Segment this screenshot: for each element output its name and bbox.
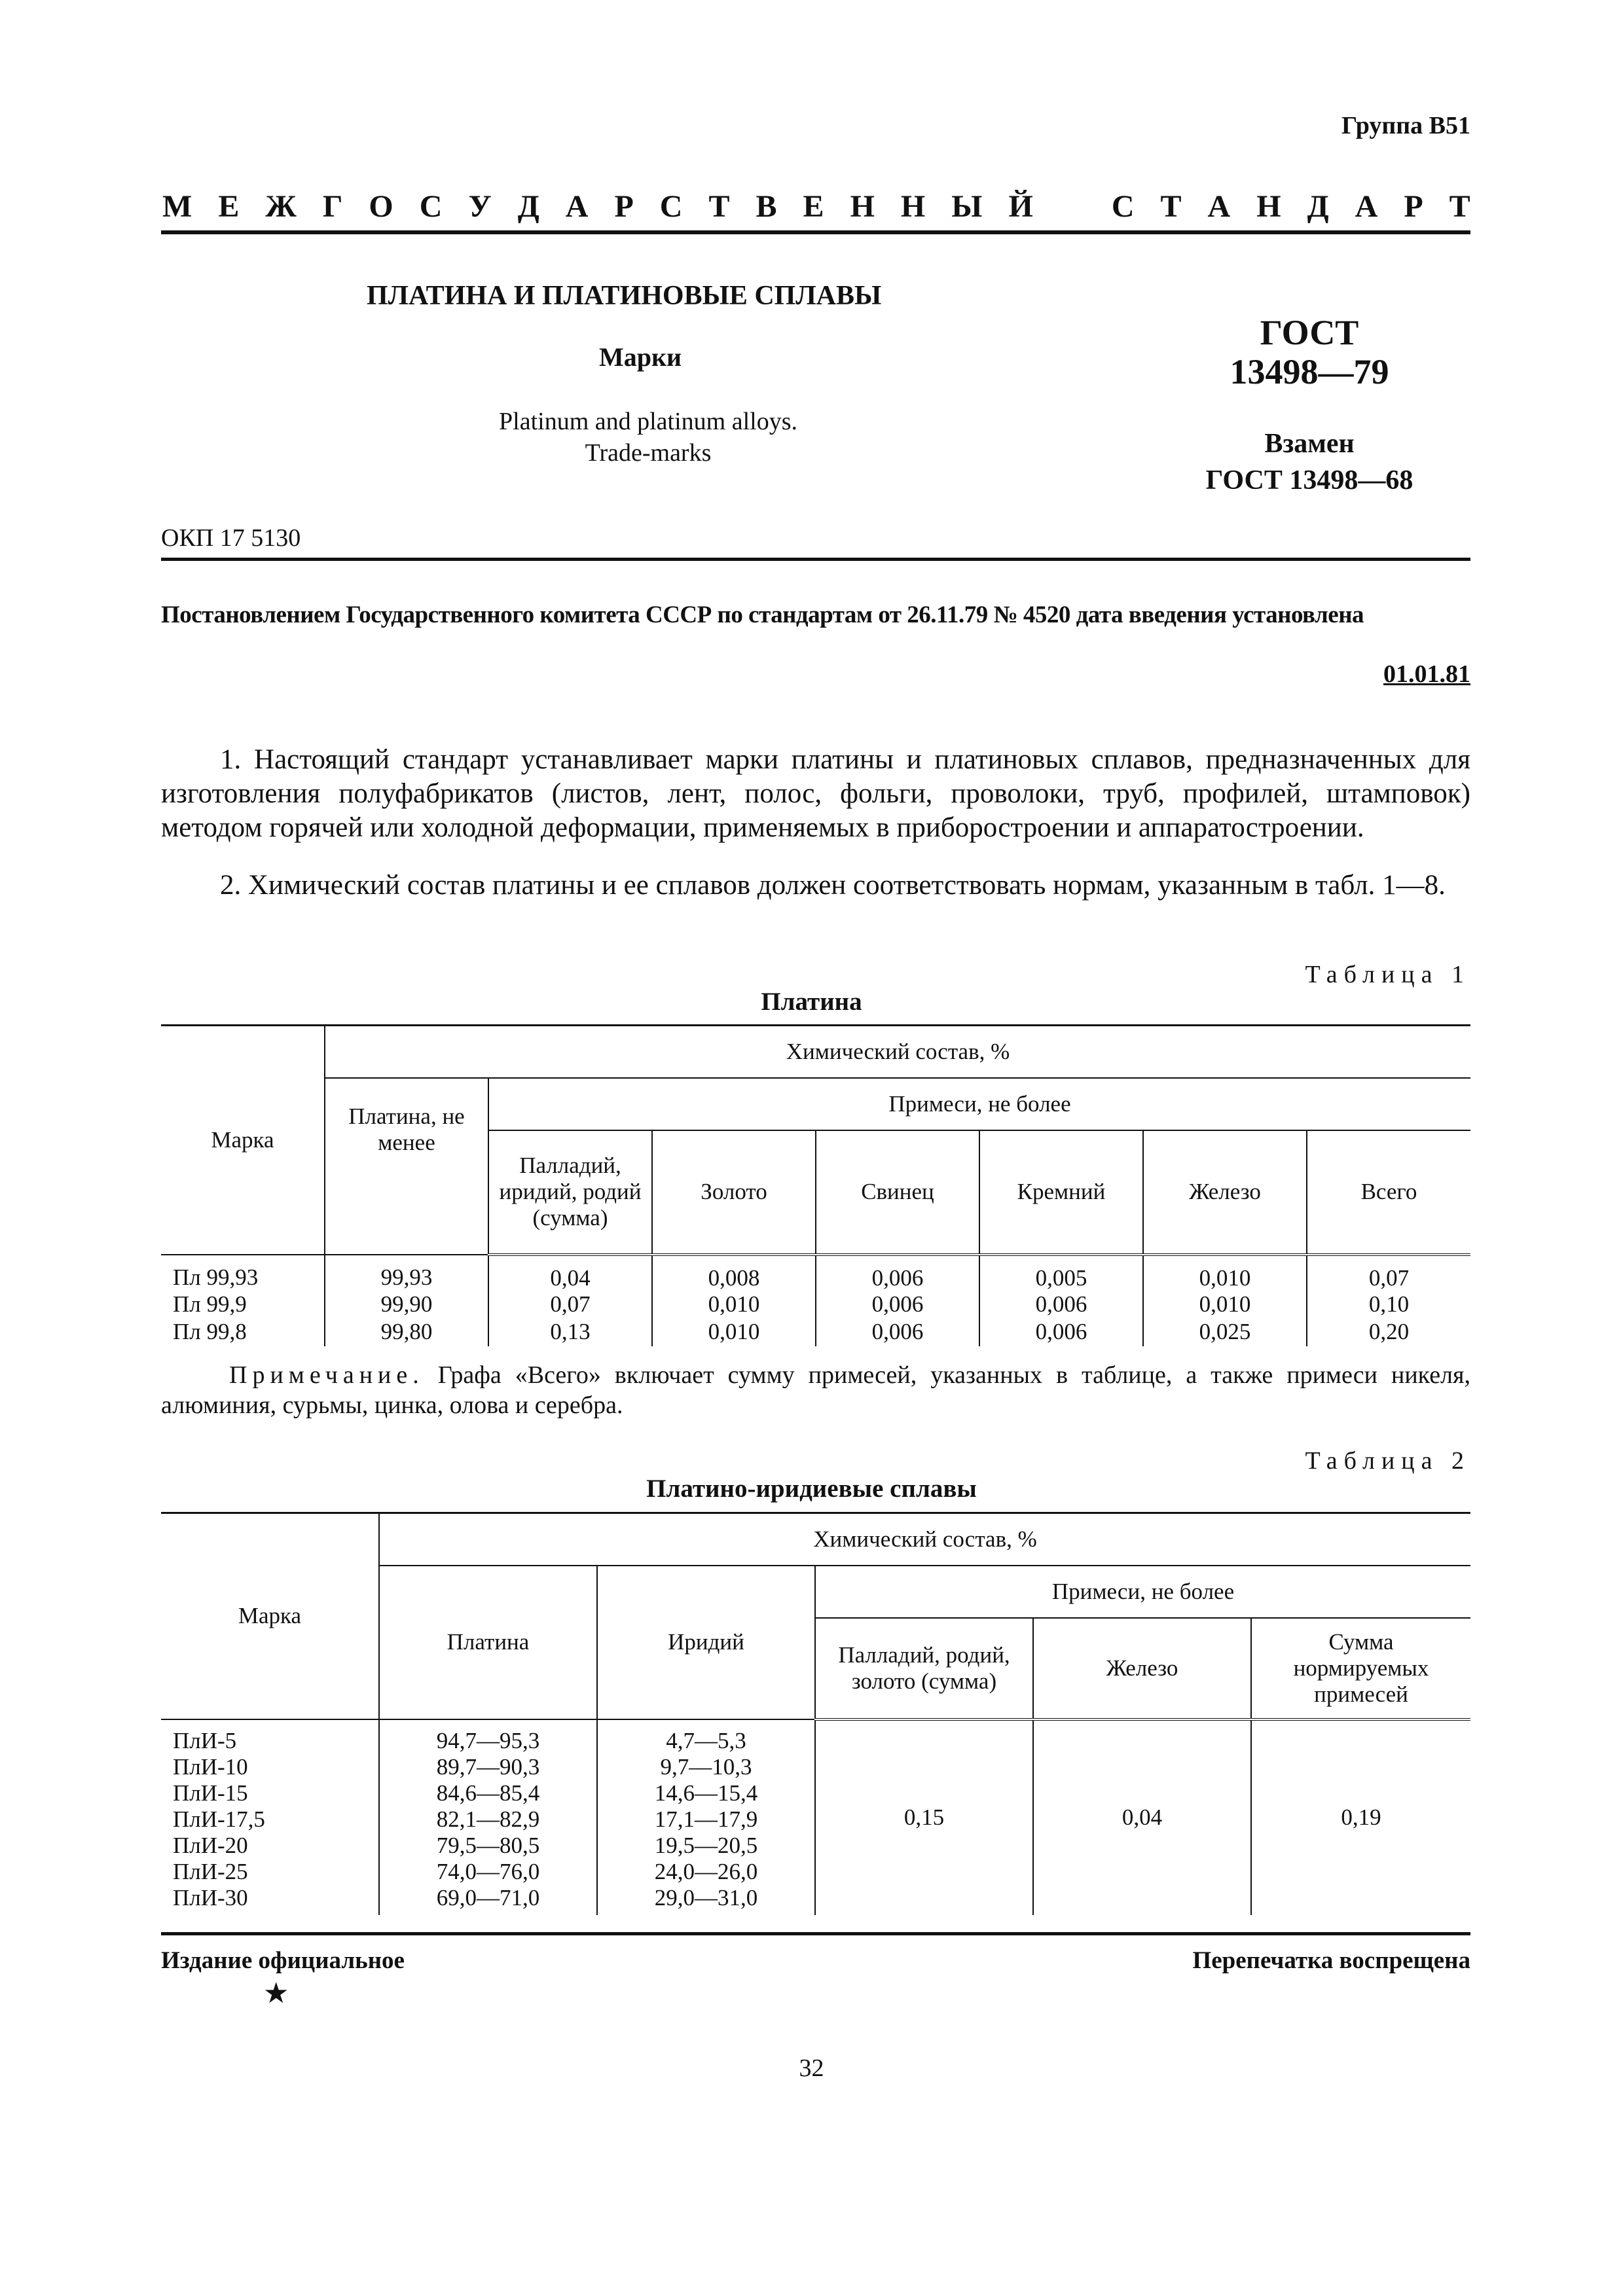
note-text: Графа «Всего» включает сумму примесей, указанных в таблице, а также примеси никеля, алюминия, сурьмы, цинка, олова и серебра. <box>161 1361 1471 1419</box>
banner-letter: В <box>756 189 777 224</box>
t1-cell-au: 0,010 <box>652 1319 816 1346</box>
t1-cell-mark: Пл 99,8 <box>173 1318 247 1344</box>
t1-cell-fe: 0,010 <box>1143 1255 1307 1291</box>
t1-cell-pt: 99,80 <box>325 1319 488 1346</box>
interstate-standard-banner <box>162 188 1470 224</box>
t1-cell-si: 0,005 <box>979 1255 1143 1291</box>
gost-code: 13498—79 <box>1230 352 1389 391</box>
replaces-label: Взамен <box>1264 429 1355 459</box>
t1-cell-pd: 0,07 <box>488 1291 652 1319</box>
t2-header-mark: Марка <box>161 1513 379 1719</box>
banner-letter: Т <box>1449 189 1470 224</box>
table-row <box>161 1291 1470 1319</box>
t1-cell-pt: 99,90 <box>325 1291 488 1319</box>
t1-header-mark: Марка <box>161 1026 325 1255</box>
t1-cell-pd: 0,13 <box>488 1319 652 1346</box>
banner-letter: А <box>565 189 589 224</box>
t1-cell-mark: Пл 99,93 <box>173 1264 259 1290</box>
group-code: Группа В51 <box>1341 112 1470 139</box>
t2-mark: ПлИ-30 <box>173 1884 248 1910</box>
t1-header-au: Золото <box>652 1130 816 1255</box>
t2-header-sum: Сумма нормируемых примесей <box>1251 1618 1470 1719</box>
t1-cell-si: 0,006 <box>979 1319 1143 1346</box>
t2-pt: 89,7—90,3 <box>436 1753 540 1780</box>
banner-letter: С <box>1111 189 1135 224</box>
banner-letter: А <box>1355 189 1378 224</box>
t1-cell-pb: 0,006 <box>816 1255 979 1291</box>
t2-pt: 74,0—76,0 <box>436 1858 540 1884</box>
banner-letter: Е <box>218 189 240 224</box>
banner-letter: Т <box>708 189 730 224</box>
table-1 <box>161 1024 1470 1346</box>
note-label: Примечание. <box>229 1361 424 1389</box>
t2-ir: 14,6—15,4 <box>654 1780 758 1806</box>
t1-cell-pd: 0,04 <box>488 1255 652 1291</box>
gost-label: ГОСТ <box>1260 313 1359 352</box>
t1-cell-au: 0,010 <box>652 1291 816 1319</box>
t2-header-chem: Химический состав, % <box>379 1513 1470 1566</box>
header-rule <box>161 230 1470 234</box>
t2-mark: ПлИ-17,5 <box>173 1806 265 1832</box>
t2-header-iridium: Иридий <box>597 1566 815 1719</box>
okp-code: ОКП 17 5130 <box>161 524 301 552</box>
replaces-code: ГОСТ 13498—68 <box>1205 465 1413 495</box>
banner-letter: Е <box>803 189 824 224</box>
table-2-label: Таблица 2 <box>1305 1447 1470 1475</box>
title-en-line-2: Trade-marks <box>585 439 712 467</box>
banner-letter: Р <box>614 189 634 224</box>
table-1-title: Платина <box>761 988 862 1016</box>
banner-word-gap <box>1059 188 1085 224</box>
t1-cell-total: 0,07 <box>1307 1255 1470 1291</box>
banner-letter: Н <box>850 189 875 224</box>
t2-mark: ПлИ-25 <box>173 1858 248 1884</box>
banner-letter: Н <box>900 189 926 224</box>
t2-pt: 84,6—85,4 <box>436 1780 540 1806</box>
t1-cell-pt: 99,93 <box>325 1255 488 1291</box>
t2-ir: 17,1—17,9 <box>654 1806 758 1832</box>
banner-letter: С <box>419 189 443 224</box>
t2-cell-platinum <box>379 1719 597 1915</box>
banner-letter: О <box>369 189 393 224</box>
t1-cell-total: 0,10 <box>1307 1291 1470 1319</box>
star-icon: ★ <box>263 1977 289 2009</box>
table-row <box>161 1255 1470 1291</box>
t1-header-total: Всего <box>1307 1130 1470 1255</box>
t1-header-chem: Химический состав, % <box>325 1026 1470 1078</box>
paragraph-1: 1. Настоящий стандарт устанавливает марки платины и платиновых сплавов, предназначенных для изготовления полуфабрикатов (листов, лент, полос, фольги, проволоки, труб, профилей, штамповок) методом горячей или холодной деформации, применяемых в приборостроении и аппаратостроении. <box>161 744 1470 843</box>
t2-cell-sum: 0,19 <box>1251 1719 1470 1915</box>
t2-ir: 29,0—31,0 <box>654 1884 758 1910</box>
t2-mark: ПлИ-10 <box>173 1753 248 1780</box>
banner-letter: Ы <box>951 189 983 224</box>
t1-cell-mark: Пл 99,9 <box>173 1291 247 1317</box>
banner-letter: Й <box>1008 189 1033 224</box>
gost-number <box>1178 313 1440 391</box>
table-1-label: Таблица 1 <box>1305 961 1470 988</box>
introduction-date: 01.01.81 <box>1383 660 1470 688</box>
official-edition: Издание официальное <box>161 1947 405 1974</box>
t1-header-impurities: Примеси, не более <box>488 1078 1470 1130</box>
document-subtitle: Марки <box>599 342 682 372</box>
t1-cell-pb: 0,006 <box>816 1319 979 1346</box>
page-number: 32 <box>799 2054 824 2082</box>
banner-letter: У <box>468 189 492 224</box>
document-title-english <box>412 406 884 469</box>
t2-header-impurities: Примеси, не более <box>815 1566 1470 1618</box>
reprint-forbidden: Перепечатка воспрещена <box>1192 1947 1470 1974</box>
table-2-title: Платино-иридиевые сплавы <box>646 1475 977 1503</box>
banner-letter: Г <box>322 189 343 224</box>
t1-cell-fe: 0,025 <box>1143 1319 1307 1346</box>
t1-cell-si: 0,006 <box>979 1291 1143 1319</box>
t2-mark: ПлИ-15 <box>173 1780 248 1806</box>
banner-letter: Т <box>1160 189 1182 224</box>
decree-text: Постановлением Государственного комитета СССР по стандартам от 26.11.79 № 4520 дата введения установлена <box>161 601 1364 628</box>
t2-ir: 4,7—5,3 <box>666 1727 746 1753</box>
banner-letter: А <box>1207 189 1231 224</box>
banner-letter: Р <box>1404 189 1423 224</box>
t2-ir: 19,5—20,5 <box>654 1832 758 1858</box>
t1-header-fe: Железо <box>1143 1130 1307 1255</box>
t1-cell-au: 0,008 <box>652 1255 816 1291</box>
t2-mark: ПлИ-20 <box>173 1832 248 1858</box>
replaces-standard <box>1172 425 1447 499</box>
t1-header-pd: Палладий, иридий, родий (сумма) <box>488 1130 652 1255</box>
t2-ir: 9,7—10,3 <box>660 1753 752 1780</box>
table-row <box>161 1719 1470 1915</box>
banner-letter: Н <box>1256 189 1281 224</box>
banner-letter: Ж <box>265 189 297 224</box>
t2-header-pd: Палладий, родий, золото (сумма) <box>815 1618 1033 1719</box>
t1-header-pb: Свинец <box>816 1130 979 1255</box>
document-title: ПЛАТИНА И ПЛАТИНОВЫЕ СПЛАВЫ <box>367 281 882 311</box>
t2-cell-pd: 0,15 <box>815 1719 1033 1915</box>
t2-cell-fe: 0,04 <box>1033 1719 1251 1915</box>
t2-pt: 69,0—71,0 <box>436 1884 540 1910</box>
t2-pt: 82,1—82,9 <box>436 1806 540 1832</box>
t2-mark: ПлИ-5 <box>173 1727 237 1753</box>
table-2 <box>161 1512 1470 1915</box>
t1-header-si: Кремний <box>979 1130 1143 1255</box>
banner-letter: Д <box>517 189 539 224</box>
t1-cell-pb: 0,006 <box>816 1291 979 1319</box>
t2-pt: 79,5—80,5 <box>436 1832 540 1858</box>
t1-header-platinum: Платина, не менее <box>325 1078 488 1255</box>
t2-pt: 94,7—95,3 <box>436 1727 540 1753</box>
table-row <box>161 1319 1470 1346</box>
t2-cell-marks <box>161 1719 379 1915</box>
t2-header-platinum: Платина <box>379 1566 597 1719</box>
t2-cell-iridium <box>597 1719 815 1915</box>
banner-letter: Д <box>1307 189 1329 224</box>
okp-rule <box>161 558 1470 561</box>
footer-rule <box>161 1932 1470 1935</box>
paragraph-2: 2. Химический состав платины и ее сплавов должен соответствовать нормам, указанным в табл. 1—8. <box>220 870 1446 901</box>
t2-header-fe: Железо <box>1033 1618 1251 1719</box>
t1-cell-total: 0,20 <box>1307 1319 1470 1346</box>
title-en-line-1: Platinum and platinum alloys. <box>499 408 797 435</box>
banner-letter: С <box>659 189 683 224</box>
table-1-note <box>161 1360 1470 1420</box>
t1-cell-fe: 0,010 <box>1143 1291 1307 1319</box>
t2-ir: 24,0—26,0 <box>654 1858 758 1884</box>
banner-letter: М <box>162 189 192 224</box>
